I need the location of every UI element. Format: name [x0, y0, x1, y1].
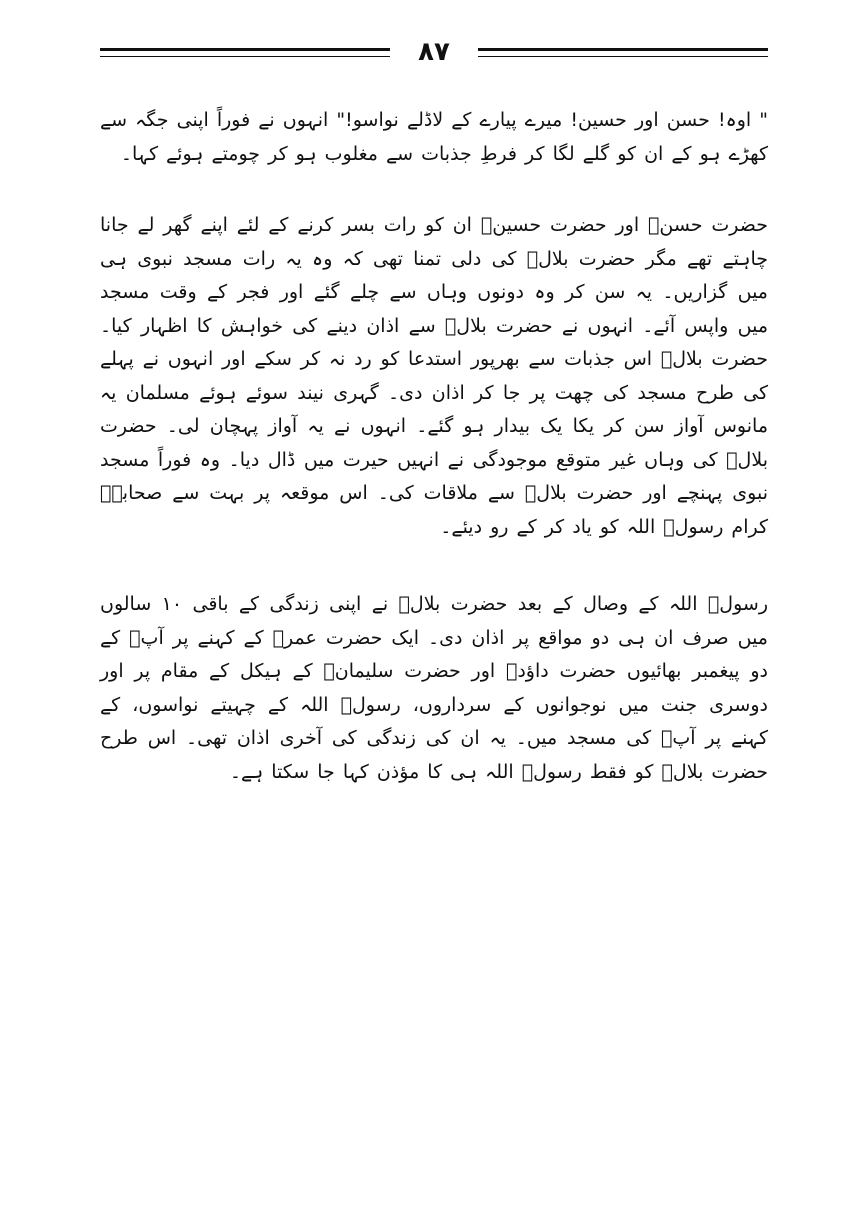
header-rule-right-thick: [478, 48, 768, 51]
page-number: ۸۷: [418, 37, 450, 67]
paragraph-1: " اوہ! حسن اور حسین! میرے پیارے کے لاڈلے نواسو!" انہوں نے فوراً اپنی جگہ سے کھڑے ہو کے ان کو گلے لگا کر فرطِ جذبات سے مغلوب ہو کر چومتے ہوئے کہا۔: [100, 109, 768, 165]
header-rule-left-thick: [100, 48, 390, 51]
paragraph-2: حضرت حسنؓ اور حضرت حسینؓ ان کو رات بسر کرنے کے لئے اپنے گھر لے جانا چاہتے تھے مگر حضرت بلالؓ کی دلی تمنا تھی کہ وہ یہ رات مسجد نبوی ہی میں گزاریں۔ یہ سن کر وہ دونوں وہاں سے چلے گئے اور فجر کے وقت مسجد میں واپس آئے۔ انہوں نے حضرت بلالؓ سے اذان دینے کی خواہش کا اظہار کیا۔ حضرت بلالؓ اس جذبات سے بھرپور استدعا کو رد نہ کر سکے اور انہوں نے پہلے کی طرح مسجد کی چھت پر جا کر اذان دی۔ گہری نیند سوئے ہوئے مسلمان یہ مانوس آواز سن کر یکا یک بیدار ہو گئے۔ انہوں نے یہ آواز پہچان لی۔ حضرت بلالؓ کی وہاں غیر متوقع موجودگی نے انہیں حیرت میں ڈال دیا۔ وہ فوراً مسجد نبوی پہنچے اور حضرت بلالؓ سے ملاقات کی۔ اس موقعہ پر بہت سے صحابہؓ کرام رسولؐ اللہ کو یاد کر کے رو دیئے۔: [100, 214, 768, 538]
header-rule-left-thin: [100, 56, 390, 57]
page-header: [100, 36, 768, 76]
paragraph-3: رسولؐ اللہ کے وصال کے بعد حضرت بلالؓ نے اپنی زندگی کے باقی ۱۰ سالوں میں صرف ان ہی دو مواقع پر اذان دی۔ ایک حضرت عمرؓ کے کہنے پر آپؐ کے دو پیغمبر بھائیوں حضرت داؤدؑ اور حضرت سلیمانؑ کے ہیکل کے مقام پر اور دوسری جنت میں نوجوانوں کے سرداروں، رسولؐ اللہ کے چہیتے نواسوں، کے کہنے پر آپؐ کی مسجد میں۔ یہ ان کی زندگی کی آخری اذان تھی۔ اس طرح حضرت بلالؓ کو فقط رسولؐ اللہ ہی کا مؤذن کہا جا سکتا ہے۔: [100, 593, 768, 783]
page-body: [100, 104, 768, 817]
header-rule-right-thin: [478, 56, 768, 57]
